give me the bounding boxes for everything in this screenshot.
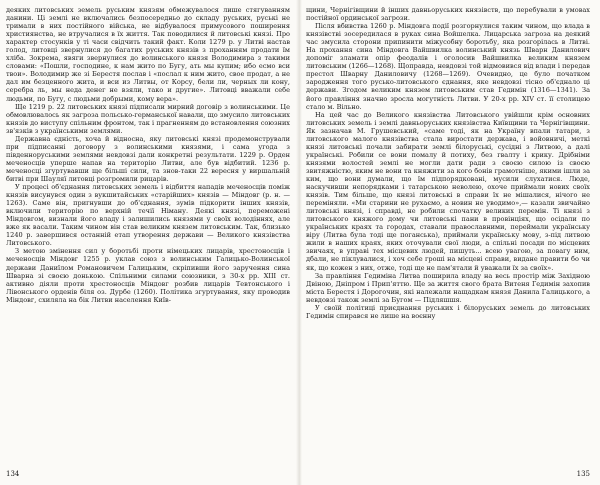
right-page-text	[306, 6, 590, 320]
book-gutter	[296, 0, 302, 485]
paragraph: Після вбивства 1260 р. Міндовга події розгорнулися таким чином, що влада в князівстві зосередилася в руках сина Войшелка. Лицарська загроза на деякий час змусила сторони припинити міжусобну боротьбу, яка розгорілась в Литві. На прохання сина Міндовга Вайшвилка волинський князь Шварн Данилович допоміг зламати опір феодалів і оголосив Вайшвилка великим князем литовським (1266—1268). Щоправда, невдовзі той відмовився від влади і передав престол Шварну Даниловичу (1268—1269). Очевидно, це було початком зародження того руськo-литовського єднання, яке невдовзі тісно об'єднало ці держави. Згодом великим князем литовським став Гедимін (1316—1341). За його правління значно зросла могутність Литви. У 20-х рр. XIV ст. її столицею стало м. Вільно.	[306, 22, 590, 111]
paragraph: щини, Чернігівщини й інших давньоруських князівств, що перебували в умовах постійної ординської загрози.	[306, 6, 590, 23]
paragraph: Державна єдність, хоча й відносна, яку литовські князі продемонстрували при підписанні договору з волинськими князями, і сама угода з південноруськими землями невдовзі дали конкретні результати. 1229 р. Орден меченосців уперше напав на територію Литви, але був відбитий. 1236 р. меченосці згуртувавши ще більші сили, та знов-таки 22 вересня у виршальній битві при Шауляї литовці розгромили рицарів.	[6, 134, 290, 183]
paragraph: На цей час до Великого князівства Литовського увійшли крім основних литовських земель і землі давньоруських князівства Київщини та Чернігівщини. Як зазначав М. Грушевський, «саме тоді, як на Україну впали татари, з литовського малого князівства стала вироcтати держава, і войовничі, меткі князі литовські почали забирати землі білоруські, сусідні з Литвою, а далі українські. Робили се вони помалу й потиху, без гвалту і крику. Дрібніми князями волостей землі не могли дати ради з своєю силою із своєю звитяжністю, яким не вони та княжити за кого бонів грамотніше, якими ішли за ким, що вони думали, що їм підпорядковані, мусили слухатися. Люде, наскучивши непорядками і татарською неволею, охоче приймали нових своїх князів. Тим більше, що князі литовські в справи їх не мішалися, нічого не переміняли. «Ми старини не рухаємо, а новин не уводимо»,— казали звичайно литовські князі, і справді, не робили спочатку великих перемін. Ті князі з литовського княжого дому чи литовські пани в провінціях, що осідали по українських краях та городах, ставали православними, переймали українську віру (Литва була тоді ще поганська), приймали українську мову, з-під литвою жили в наших краях, яких оточували свої люди, а спільні посади по місцевих звичаях, в управі тех місцевих людей, пишуть... всею увагою, за повагу ним, дбали, не піклувалися, і хоч себе гроші на місцеві справи, видане правити бо чи як, що кожен з них, отже, тоді ще не пам'ятали й уважали їх за своїх».	[306, 110, 590, 272]
paragraph: У процесі об'єднання литовських земель і відбиття нападів меченосців поміж князів висунувся один з вукшитайських «старійших» князів — Міндовг (р. н. — 1263). Саме він, пригнувши до об'єднання, зумів підкорити інших князів, включили територію по верхній течії Німану. Деякі князі, переможені Міндовгом, визнали його владу і залишились князями у своїх володіннях, але вже як васали. Таким чином він став великим князем литовським. Так, близько 1240 р. завершився останній етап утворення держави — Великого князівства Литовського.	[6, 183, 290, 248]
page-number: 135	[576, 470, 590, 478]
paragraph: У своїй політиці приєднання руських і білоруських земель до литовських Гедимін спирався не лише на воєнну	[306, 303, 590, 320]
paragraph: деяких литовських земель руським князям обмежувалося лише стягуванням данини. Ці землі не включались безпосередньо до складу руських, руські не тримали в них постійного війська, не відбувалося примусового поширення християнства, не втручалися в їх життя. Так поводилися й литовські князі. Про характер стосунків у ті часи свідчить такий факт. Коли 1279 р. у Литві настав голод, литовці звернулися до багатих руських князів з проханням продати їм хліба. Зокрема, явяги звернулися до волинського князя Володимира з такими словами: «Пошли, господине, к нам жито по Бугу, ать мы купим; ибо есмо вси твои». Володимир же зі Берестя послав і «послал к ним жито, свое продат, а не дал им безценного жита, и вси из Литвы, от Корсу, бели ли, черных ли кону, серебра ль, мы неда денег не взяли, тако и другие». Литовці вважали себе людьми, по Бугу, с людьми добрыми, кому вера».	[6, 6, 290, 103]
left-page-text	[6, 6, 290, 304]
paragraph: З метою змінення сил у боротьбі проти німецьких лицарів, хрестоносців і меченосців Міндовг 1255 р. уклав союз з волинським Галицько-Волинської держави Даниїлом Романовичем Галицьким, скріпивши його заручення сина Шварна зі своєю донькою. Спільними силами союзники, з 30-х рр. XIII ст. активно діяли проти хрестоносців Міндовг розбив лицарів Тевтонського і Лівонського орденів біля оз. Дурбе (1260). Політика згуртування, яку проводив Міндовг, схиляла на бік Литви населення Київ-	[6, 247, 290, 304]
paragraph: Ще 1219 р. 22 литовських князі підписали мирний договір з волинськими. Це обмовлювалось як загроза польсько-германської навали, що змусило литовських князів до виступу спільним фронтом, так і прагненням до встановлення союзних зв'язків з українськими землями.	[6, 102, 290, 135]
page-number: 134	[6, 470, 20, 478]
paragraph: За правління Гедиміна Литва поширила владу на весь простір між Західною Двіною, Дніпром і Прип'яттю. Ще за життя свого брата Витеня Гедимін захопив міста Берестя і Дорогочин, які належали нащадкам князя Данила Галицького, а невдовзі також землі за Бугом — Підляшшя.	[306, 271, 590, 304]
left-page	[6, 6, 290, 478]
right-page	[306, 6, 590, 478]
